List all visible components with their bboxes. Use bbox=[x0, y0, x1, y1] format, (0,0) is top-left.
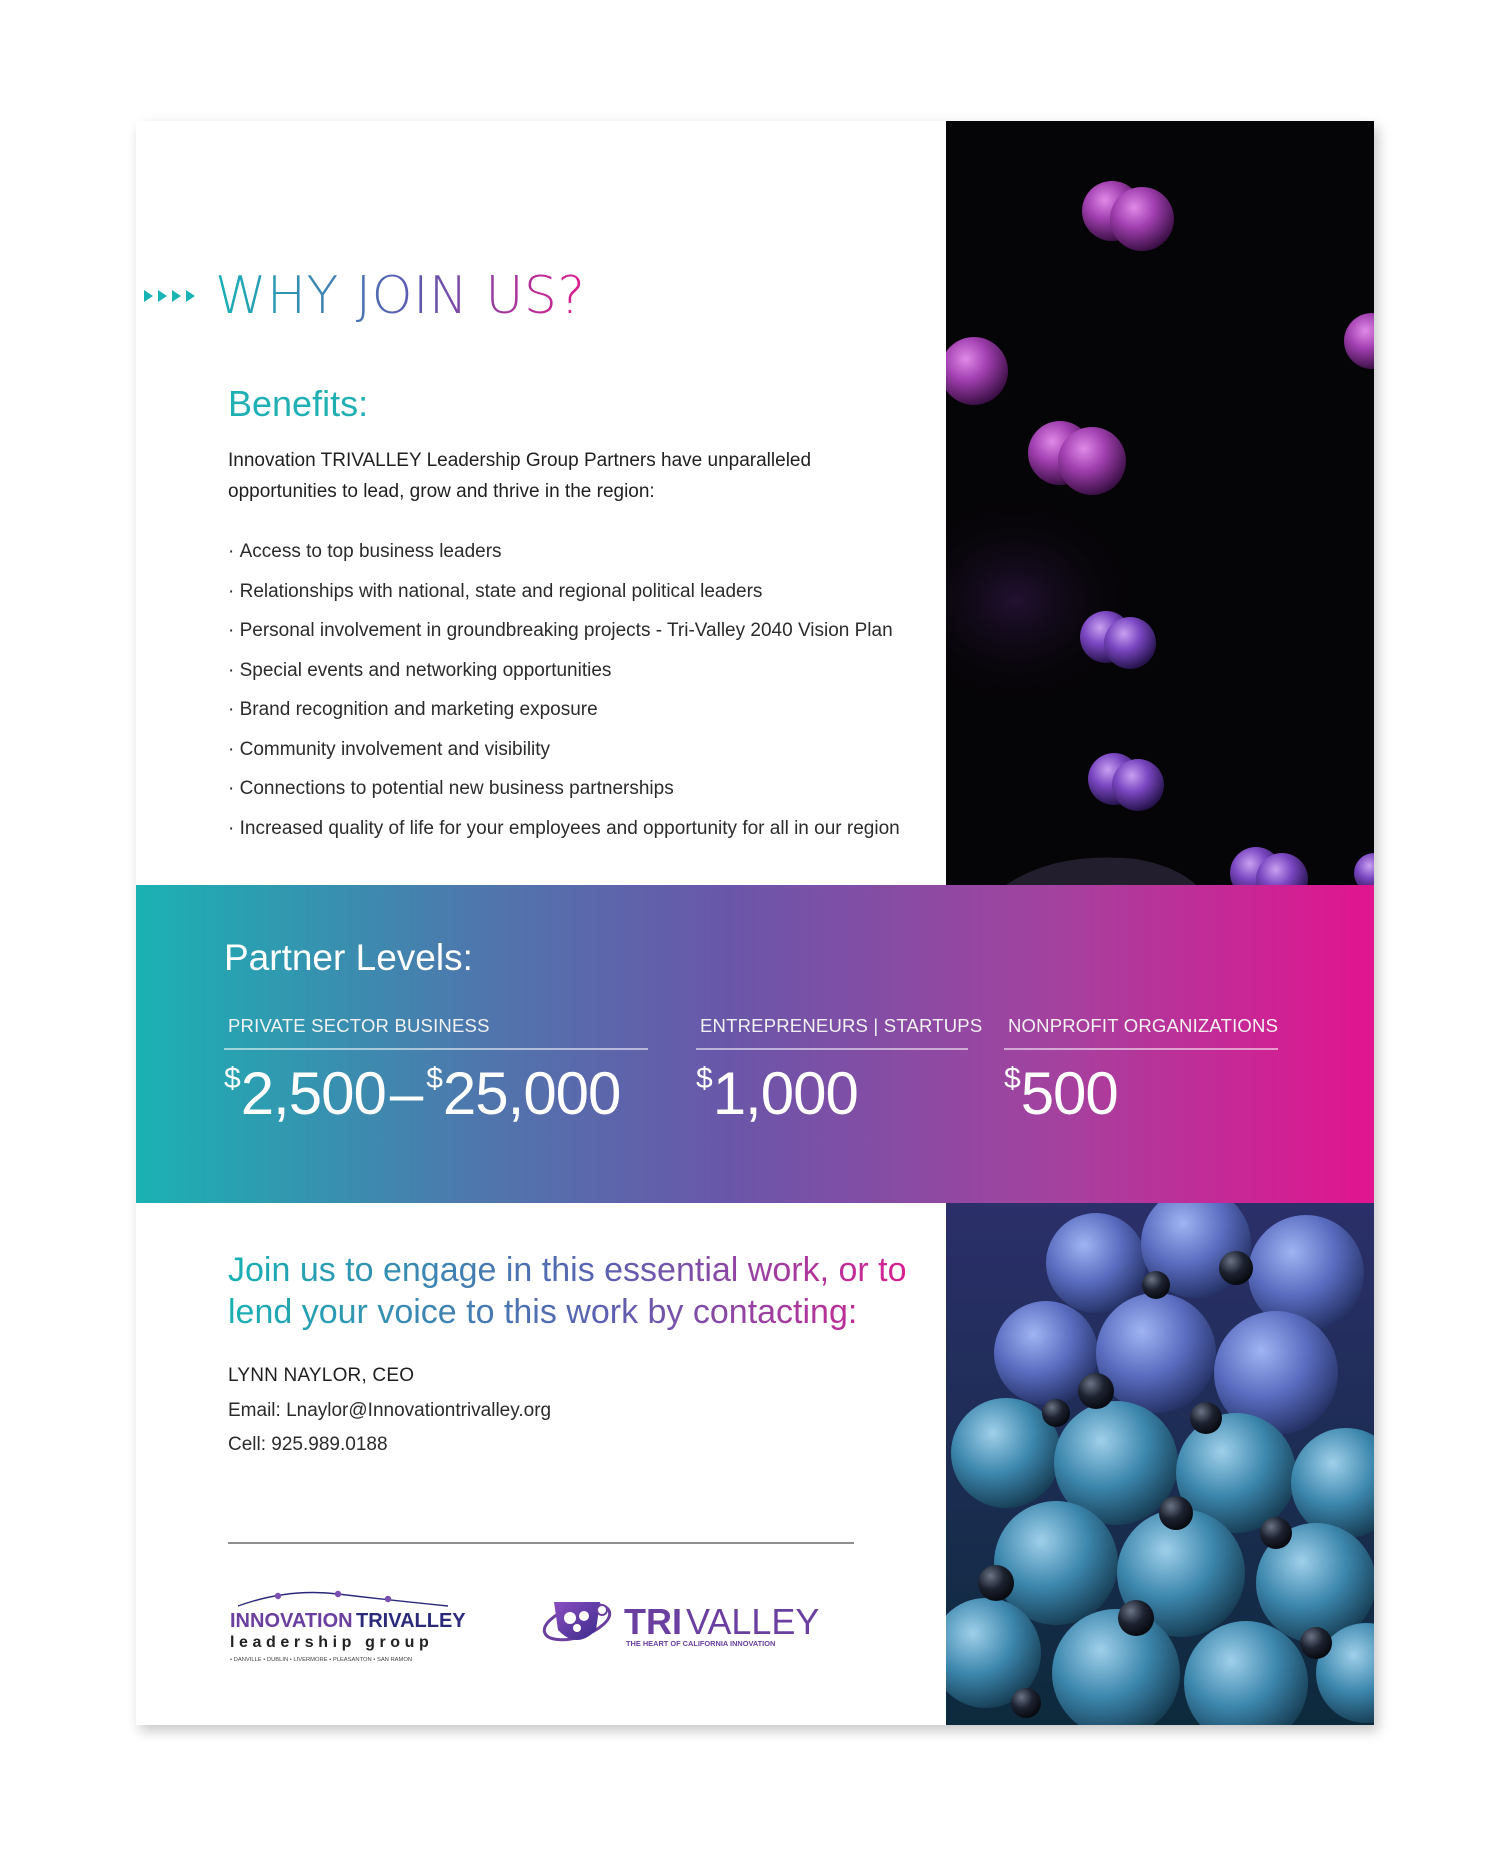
level-divider bbox=[1004, 1048, 1278, 1050]
page-title: WHY JOIN US? bbox=[215, 266, 586, 326]
level-price: $ 500 bbox=[1004, 1059, 1118, 1127]
contact-email[interactable]: Email: Lnaylor@Innovationtrivalley.org bbox=[228, 1400, 552, 1421]
list-item: · Relationships with national, state and regional political leaders bbox=[228, 572, 928, 612]
molecule-image-bottom bbox=[946, 1203, 1374, 1725]
list-item: · Personal involvement in groundbreaking projects - Tri-Valley 2040 Vision Plan bbox=[228, 611, 928, 651]
level-nonprofit bbox=[1004, 1015, 1279, 1127]
contact-phone[interactable]: Cell: 925.989.0188 bbox=[228, 1434, 388, 1455]
trivalley-logo-tagline: THE HEART OF CALIFORNIA INNOVATION bbox=[626, 1639, 776, 1648]
trivalley-logo bbox=[540, 1584, 840, 1674]
divider bbox=[228, 1542, 854, 1544]
level-label: NONPROFIT ORGANIZATIONS bbox=[1008, 1015, 1279, 1036]
level-price: $ 2,500 – $ 25,000 bbox=[224, 1059, 621, 1127]
level-divider bbox=[696, 1048, 968, 1050]
itlg-logo-cities: • DANVILLE • DUBLIN • LIVERMORE • PLEASANTON • SAN RAMON bbox=[230, 1657, 413, 1663]
level-label: PRIVATE SECTOR BUSINESS bbox=[228, 1015, 490, 1036]
level-entrepreneurs bbox=[696, 1015, 983, 1127]
flyer-page bbox=[136, 121, 1374, 1725]
trivalley-logo-word2: VALLEY bbox=[686, 1601, 820, 1642]
benefits-title: Benefits: bbox=[228, 383, 369, 424]
section-heading bbox=[144, 261, 586, 331]
trivalley-emblem-icon bbox=[540, 1597, 614, 1647]
list-item: · Special events and networking opportunities bbox=[228, 651, 928, 691]
contact-name: LYNN NAYLOR, CEO bbox=[228, 1365, 415, 1386]
partner-levels-title: Partner Levels: bbox=[224, 937, 473, 978]
level-price: $ 1,000 bbox=[696, 1059, 858, 1127]
itlg-logo-word1: INNOVATION bbox=[230, 1610, 353, 1632]
itlg-logo-subtitle: leadership group bbox=[230, 1634, 434, 1651]
list-item: · Access to top business leaders bbox=[228, 532, 928, 572]
itlg-logo-word2: TRIVALLEY bbox=[356, 1610, 466, 1632]
list-item: · Increased quality of life for your employees and opportunity for all in our region bbox=[228, 809, 928, 849]
benefits-intro: Innovation TRIVALLEY Leadership Group Partners have unparalleled opportunities to lead, grow and thrive in the region: bbox=[228, 450, 812, 502]
level-divider bbox=[224, 1048, 648, 1050]
list-item: · Connections to potential new business partnerships bbox=[228, 769, 928, 809]
level-label: ENTREPRENEURS | STARTUPS bbox=[700, 1015, 983, 1036]
trivalley-logo-word1: TRI bbox=[624, 1601, 682, 1642]
molecule-image-top bbox=[946, 121, 1374, 885]
partner-levels-band bbox=[136, 885, 1374, 1203]
benefit-list bbox=[228, 532, 928, 848]
arrows-icon bbox=[144, 290, 195, 302]
list-item: · Brand recognition and marketing exposure bbox=[228, 690, 928, 730]
level-private-sector bbox=[224, 1015, 648, 1127]
contact-call-to-action: Join us to engage in this essential work, or to lend your voice to this work by contacting: bbox=[228, 1249, 928, 1333]
itlg-logo bbox=[228, 1584, 468, 1674]
list-item: · Community involvement and visibility bbox=[228, 730, 928, 770]
